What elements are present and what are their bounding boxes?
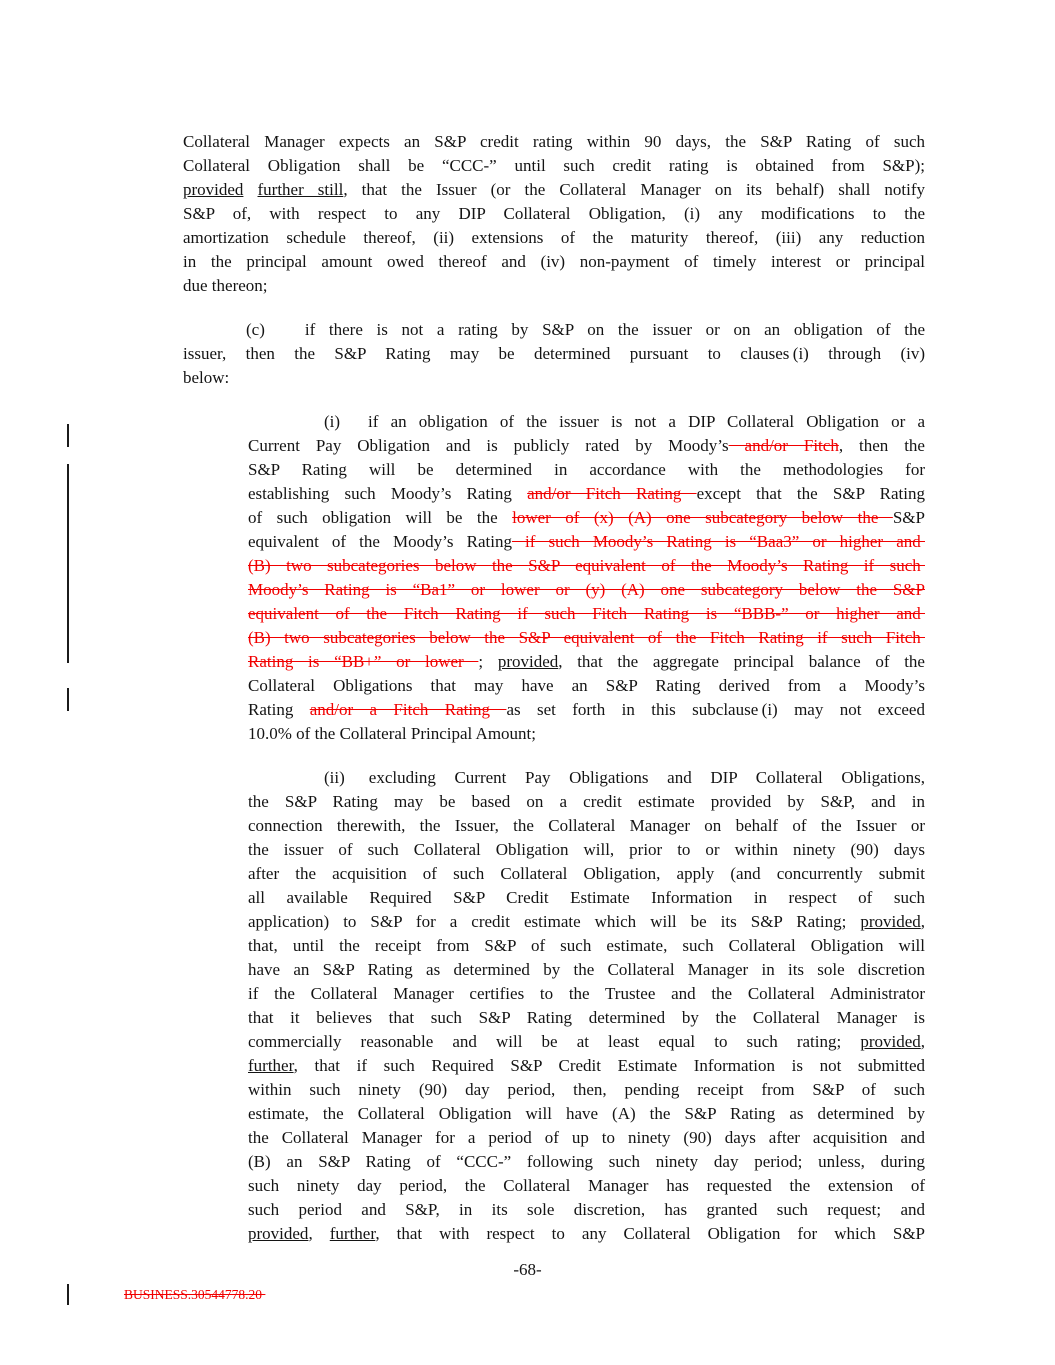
change-bar xyxy=(67,688,69,711)
text-run: S&P xyxy=(892,508,925,527)
text-line xyxy=(248,934,925,958)
paragraph-clause-ii xyxy=(248,766,925,1246)
text-run: amortization schedule thereof, (ii) extensions of the maturity thereof, (iii) any reduction xyxy=(183,228,925,247)
underlined-term: provided xyxy=(860,912,921,931)
document-id-stamp: BUSINESS.30544778.20 xyxy=(124,1287,266,1302)
text-line xyxy=(248,1006,925,1030)
text-run: if the Collateral Manager certifies to the Trustee and the Collateral Administrator xyxy=(248,984,925,1003)
text-run: if there is not a rating by S&P on the issuer or on an obligation of the xyxy=(304,320,925,339)
text-line xyxy=(183,366,925,390)
text-line xyxy=(248,482,925,506)
text-run: , that the Issuer (or the Collateral Manager on its behalf) shall notify xyxy=(343,180,926,199)
text-line xyxy=(183,318,925,342)
paragraph-intro xyxy=(183,130,925,298)
text-line xyxy=(248,530,925,554)
text-run: application) to S&P for a credit estimate which will be its S&P Rating; xyxy=(248,912,861,931)
text-run: equivalent of the Moody’s Rating xyxy=(248,532,512,551)
text-line xyxy=(183,226,925,250)
tab-spacer xyxy=(265,334,305,335)
text-run: , xyxy=(308,1224,330,1243)
text-line xyxy=(248,1030,925,1054)
redline-deleted-text: (B) two subcategories below the S&P equivalent of the Fitch Rating if such Fitch xyxy=(248,628,925,647)
text-run: , that if such Required S&P Credit Estimate Information is not submitted xyxy=(293,1056,925,1075)
text-run: , that with respect to any Collateral Obligation for which S&P xyxy=(375,1224,925,1243)
text-run: below: xyxy=(183,368,230,387)
redline-deleted-text: Rating is “BB+” or lower xyxy=(248,652,479,671)
change-bar xyxy=(67,424,69,447)
redline-deleted-text: and/or a Fitch Rating xyxy=(309,700,507,719)
text-line xyxy=(248,1078,925,1102)
text-run: after the acquisition of such Collateral Obligation, apply (and concurrently submit xyxy=(248,864,925,883)
text-run: in the principal amount owed thereof and (iv) non-payment of timely interest or principal xyxy=(183,252,925,271)
text-run: that, until the receipt from S&P of such estimate, such Collateral Obligation will xyxy=(248,936,925,955)
text-line xyxy=(183,130,925,154)
text-line xyxy=(248,554,925,578)
text-line xyxy=(248,766,925,790)
text-line xyxy=(248,1150,925,1174)
text-run: , xyxy=(920,1032,925,1051)
text-line xyxy=(248,626,925,650)
text-run: of such obligation will be the xyxy=(248,508,513,527)
text-line xyxy=(183,250,925,274)
text-run: , xyxy=(920,912,925,931)
text-run: Collateral Obligation shall be “CCC-” until such credit rating is obtained from S&P); xyxy=(183,156,925,175)
text-run: establishing such Moody’s Rating xyxy=(248,484,528,503)
underlined-term: provided xyxy=(497,652,559,671)
text-run: S&P of, with respect to any DIP Collateral Obligation, (i) any modifications to the xyxy=(183,204,925,223)
text-run: Collateral Obligations that may have an S&P Rating derived from a Moody’s xyxy=(248,676,925,695)
text-line xyxy=(248,458,925,482)
text-run: estimate, the Collateral Obligation will have (A) the S&P Rating as determined by xyxy=(248,1104,925,1123)
underlined-term: further still xyxy=(257,180,344,199)
text-line xyxy=(248,722,925,746)
underlined-term: provided xyxy=(248,1224,309,1243)
text-line xyxy=(248,838,925,862)
text-line xyxy=(248,506,925,530)
text-line xyxy=(183,202,925,226)
tab-spacer xyxy=(345,782,369,783)
text-line xyxy=(248,602,925,626)
text-run: all available Required S&P Credit Estimate Information in respect of such xyxy=(248,888,925,907)
text-run: the issuer of such Collateral Obligation will, prior to or within ninety (90) days xyxy=(248,840,925,859)
text-line xyxy=(248,814,925,838)
underlined-term: provided xyxy=(183,180,244,199)
text-run: (i) xyxy=(324,412,341,431)
text-line xyxy=(183,342,925,366)
text-line xyxy=(248,410,925,434)
text-run: excluding Current Pay Obligations and DIP Collateral Obligations, xyxy=(368,768,925,787)
text-line xyxy=(248,1126,925,1150)
text-run: (c) xyxy=(246,320,265,339)
underlined-term: provided xyxy=(860,1032,921,1051)
text-line xyxy=(248,862,925,886)
text-run xyxy=(243,180,257,199)
text-line xyxy=(248,982,925,1006)
text-line xyxy=(248,698,925,722)
paragraph-clause-c xyxy=(183,318,925,390)
text-run: issuer, then the S&P Rating may be determined pursuant to clauses (i) through (iv) xyxy=(183,344,925,363)
underlined-term: further xyxy=(248,1056,294,1075)
redline-deleted-text: if such Moody’s Rating is “Baa3” or higher and xyxy=(511,532,925,551)
text-line xyxy=(248,1054,925,1078)
redline-deleted-text: lower of (x) (A) one subcategory below the xyxy=(512,508,893,527)
text-run: S&P Rating will be determined in accordance with the methodologies for xyxy=(248,460,925,479)
text-line xyxy=(248,650,925,674)
text-run: due thereon; xyxy=(183,276,268,295)
text-run: such period and S&P, in its sole discretion, has granted such request; and xyxy=(248,1200,925,1219)
redline-deleted-text: and/or Fitch xyxy=(728,436,839,455)
text-run: , that the aggregate principal balance of the xyxy=(558,652,925,671)
text-run: connection therewith, the Issuer, the Collateral Manager on behalf of the Issuer or xyxy=(248,816,925,835)
tab-spacer xyxy=(248,782,324,783)
tab-spacer xyxy=(183,334,246,335)
change-bar xyxy=(67,464,69,663)
text-line xyxy=(248,886,925,910)
text-line xyxy=(183,154,925,178)
text-line xyxy=(248,1222,925,1246)
redline-deleted-text: equivalent of the Fitch Rating if such Fitch Rating is “BBB-” or higher and xyxy=(248,604,925,623)
text-line xyxy=(248,910,925,934)
text-line xyxy=(183,274,925,298)
text-line xyxy=(248,790,925,814)
document-body xyxy=(183,130,925,1266)
text-run: except that the S&P Rating xyxy=(696,484,925,503)
text-run: Rating xyxy=(248,700,310,719)
underlined-term: further xyxy=(329,1224,376,1243)
text-run: ; xyxy=(478,652,498,671)
text-run: have an S&P Rating as determined by the Collateral Manager in its sole discretion xyxy=(248,960,925,979)
text-line xyxy=(248,1174,925,1198)
text-run: commercially reasonable and will be at least equal to such rating; xyxy=(248,1032,861,1051)
redline-deleted-text: and/or Fitch Rating xyxy=(527,484,697,503)
text-run: Current Pay Obligation and is publicly rated by Moody’s xyxy=(248,436,729,455)
redline-deleted-text: (B) two subcategories below the S&P equivalent of the Moody’s Rating if such xyxy=(248,556,925,575)
text-line xyxy=(248,674,925,698)
text-run: Collateral Manager expects an S&P credit rating within 90 days, the S&P Rating of such xyxy=(183,132,925,151)
text-line xyxy=(248,434,925,458)
text-line xyxy=(183,178,925,202)
text-run: if an obligation of the issuer is not a DIP Collateral Obligation or a xyxy=(368,412,925,431)
text-run: the S&P Rating may be based on a credit estimate provided by S&P, and in xyxy=(248,792,925,811)
text-run: (B) an S&P Rating of “CCC-” following such ninety day period; unless, during xyxy=(248,1152,925,1171)
text-run: as set forth in this subclause (i) may not exceed xyxy=(506,700,925,719)
text-run: (ii) xyxy=(324,768,345,787)
text-run: within such ninety (90) day period, then, pending receipt from S&P of such xyxy=(248,1080,925,1099)
tab-spacer xyxy=(248,426,324,427)
text-run: 10.0% of the Collateral Principal Amount; xyxy=(248,724,537,743)
text-run: that it believes that such S&P Rating determined by the Collateral Manager is xyxy=(248,1008,925,1027)
redline-deleted-text: Moody’s Rating is “Ba1” or lower or (y) (A) one subcategory below the S&P xyxy=(248,580,925,599)
text-run: such ninety day period, the Collateral Manager has requested the extension of xyxy=(248,1176,925,1195)
page-number: -68- xyxy=(513,1260,542,1279)
text-line xyxy=(248,958,925,982)
text-line xyxy=(248,578,925,602)
paragraph-clause-i xyxy=(248,410,925,746)
text-line xyxy=(248,1198,925,1222)
tab-spacer xyxy=(340,426,368,427)
text-line xyxy=(248,1102,925,1126)
text-run: , then the xyxy=(838,436,925,455)
text-run: the Collateral Manager for a period of up to ninety (90) days after acquisition and xyxy=(248,1128,925,1147)
change-bar xyxy=(67,1284,69,1305)
